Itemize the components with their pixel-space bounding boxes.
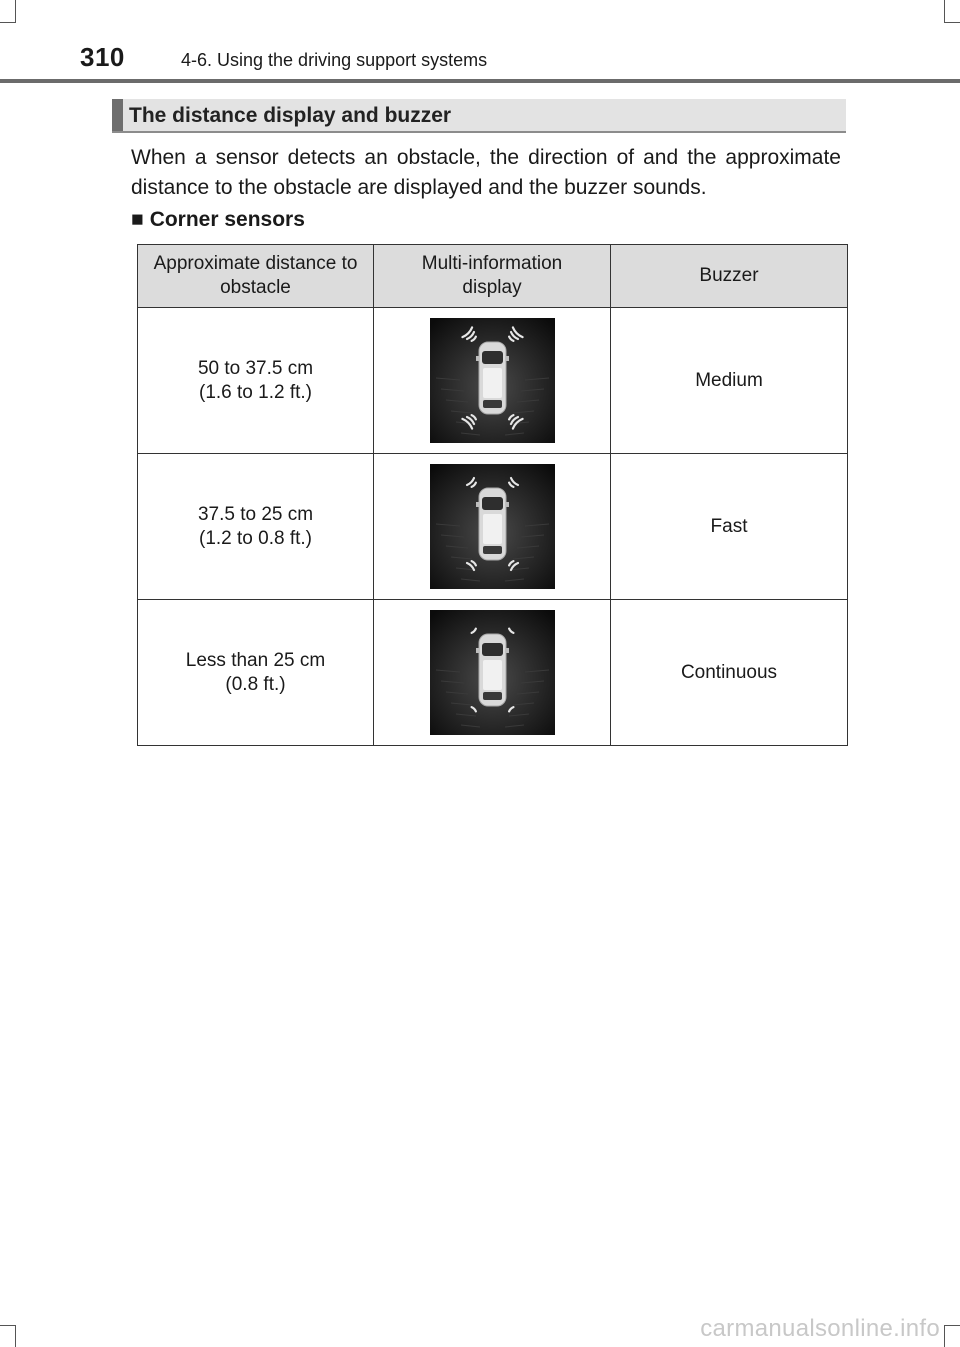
page-number: 310 <box>80 42 125 72</box>
distance-cell: 50 to 37.5 cm (1.6 to 1.2 ft.) <box>138 308 374 454</box>
crop-mark <box>944 22 960 23</box>
display-cell <box>374 308 611 454</box>
car-sensor-display-icon <box>430 318 555 443</box>
buzzer-cell: Medium <box>611 308 848 454</box>
subheading-text: Corner sensors <box>149 208 305 231</box>
table-row <box>138 454 848 600</box>
section-heading-accent <box>112 99 123 131</box>
buzzer-cell: Continuous <box>611 600 848 746</box>
table-row <box>138 600 848 746</box>
crop-mark <box>0 22 16 23</box>
header-buzzer: Buzzer <box>611 245 848 308</box>
display-cell <box>374 454 611 600</box>
crop-mark <box>0 1325 16 1326</box>
intro-paragraph: When a sensor detects an obstacle, the direction of and the approximate distance to the obstacle are displayed and the buzzer sounds. <box>131 146 841 199</box>
crop-mark <box>944 1325 945 1347</box>
buzzer-cell: Fast <box>611 454 848 600</box>
car-sensor-display-icon <box>430 610 555 735</box>
crop-mark <box>944 0 945 22</box>
crop-mark <box>15 0 16 22</box>
car-sensor-display-icon <box>430 464 555 589</box>
section-title: The distance display and buzzer <box>129 104 452 127</box>
header-rule <box>0 79 960 83</box>
table-header-row <box>138 245 848 308</box>
distance-cell: Less than 25 cm (0.8 ft.) <box>138 600 374 746</box>
watermark: carmanualsonline.info <box>700 1315 940 1342</box>
header-display: Multi-information display <box>374 245 611 308</box>
crop-mark <box>944 1325 960 1326</box>
table-row <box>138 308 848 454</box>
square-bullet-icon: ■ <box>131 208 144 231</box>
distance-cell: 37.5 to 25 cm (1.2 to 0.8 ft.) <box>138 454 374 600</box>
display-cell <box>374 600 611 746</box>
subheading <box>131 208 305 232</box>
header-distance: Approximate distance to obstacle <box>138 245 374 308</box>
crop-mark <box>15 1325 16 1347</box>
corner-sensor-table <box>137 244 848 746</box>
running-header: 4-6. Using the driving support systems <box>181 50 488 70</box>
